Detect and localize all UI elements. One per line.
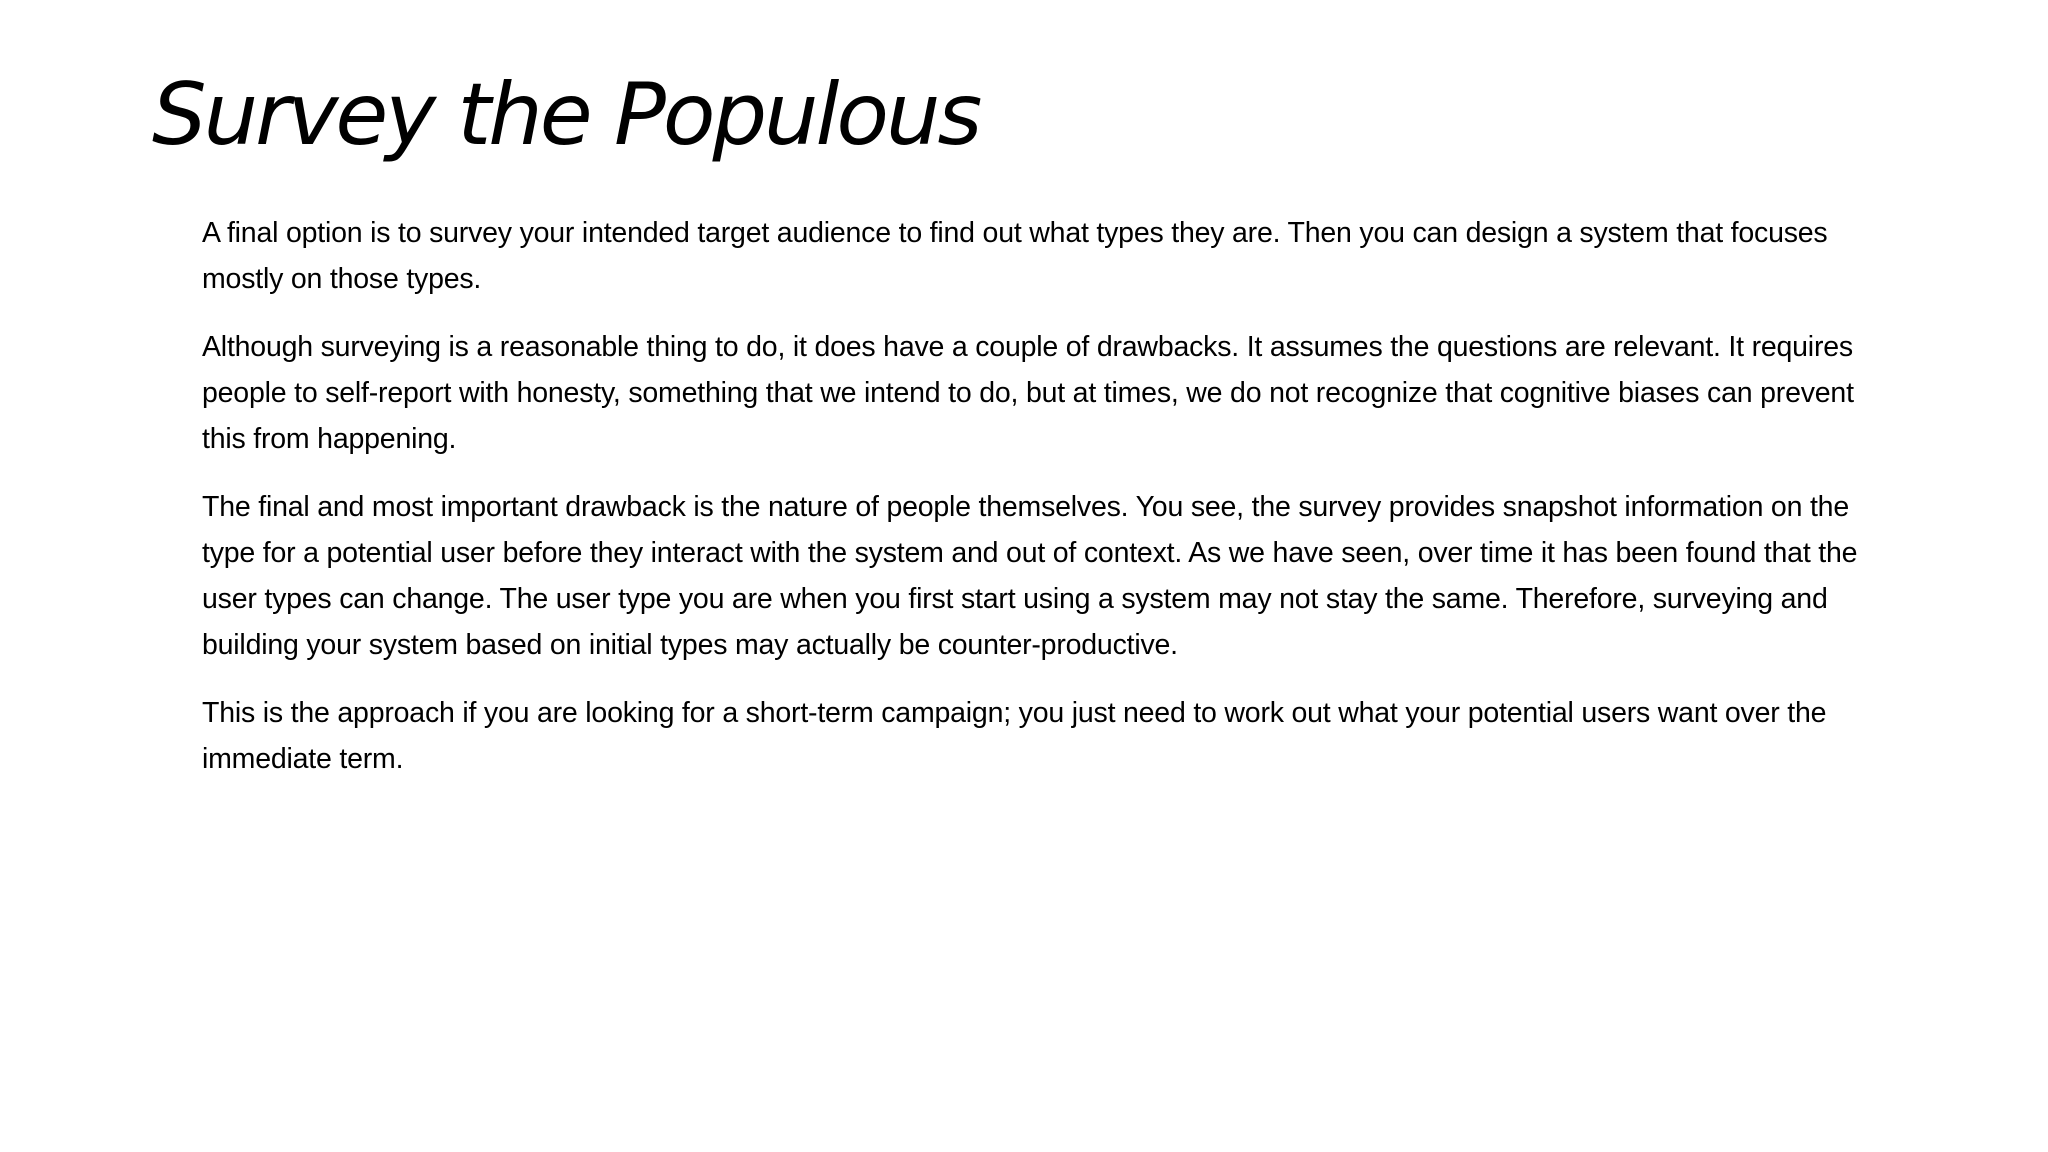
body-paragraph: A final option is to survey your intended target audience to find out what types they are. Then you can design a system that focuses mostly on those types.	[202, 217, 1828, 295]
slide-title: Survey the Populous	[152, 65, 980, 165]
slide-body	[202, 210, 1882, 804]
body-paragraph: Although surveying is a reasonable thing to do, it does have a couple of drawbacks. It assumes the questions are relevant. It requires people to self-report with honesty, something that we intend to do, but at times, we do not recognize that cognitive biases can prevent this from happening.	[202, 331, 1854, 455]
body-paragraph: This is the approach if you are looking for a short-term campaign; you just need to work out what your potential users want over the immediate term.	[202, 697, 1827, 775]
body-paragraph: The final and most important drawback is the nature of people themselves. You see, the survey provides snapshot information on the type for a potential user before they interact with the system and out of context. As we have seen, over time it has been found that the user types can change. The user type you are when you first start using a system may not stay the same. Therefore, surveying and building your system based on initial types may actually be counter-productive.	[202, 491, 1858, 661]
